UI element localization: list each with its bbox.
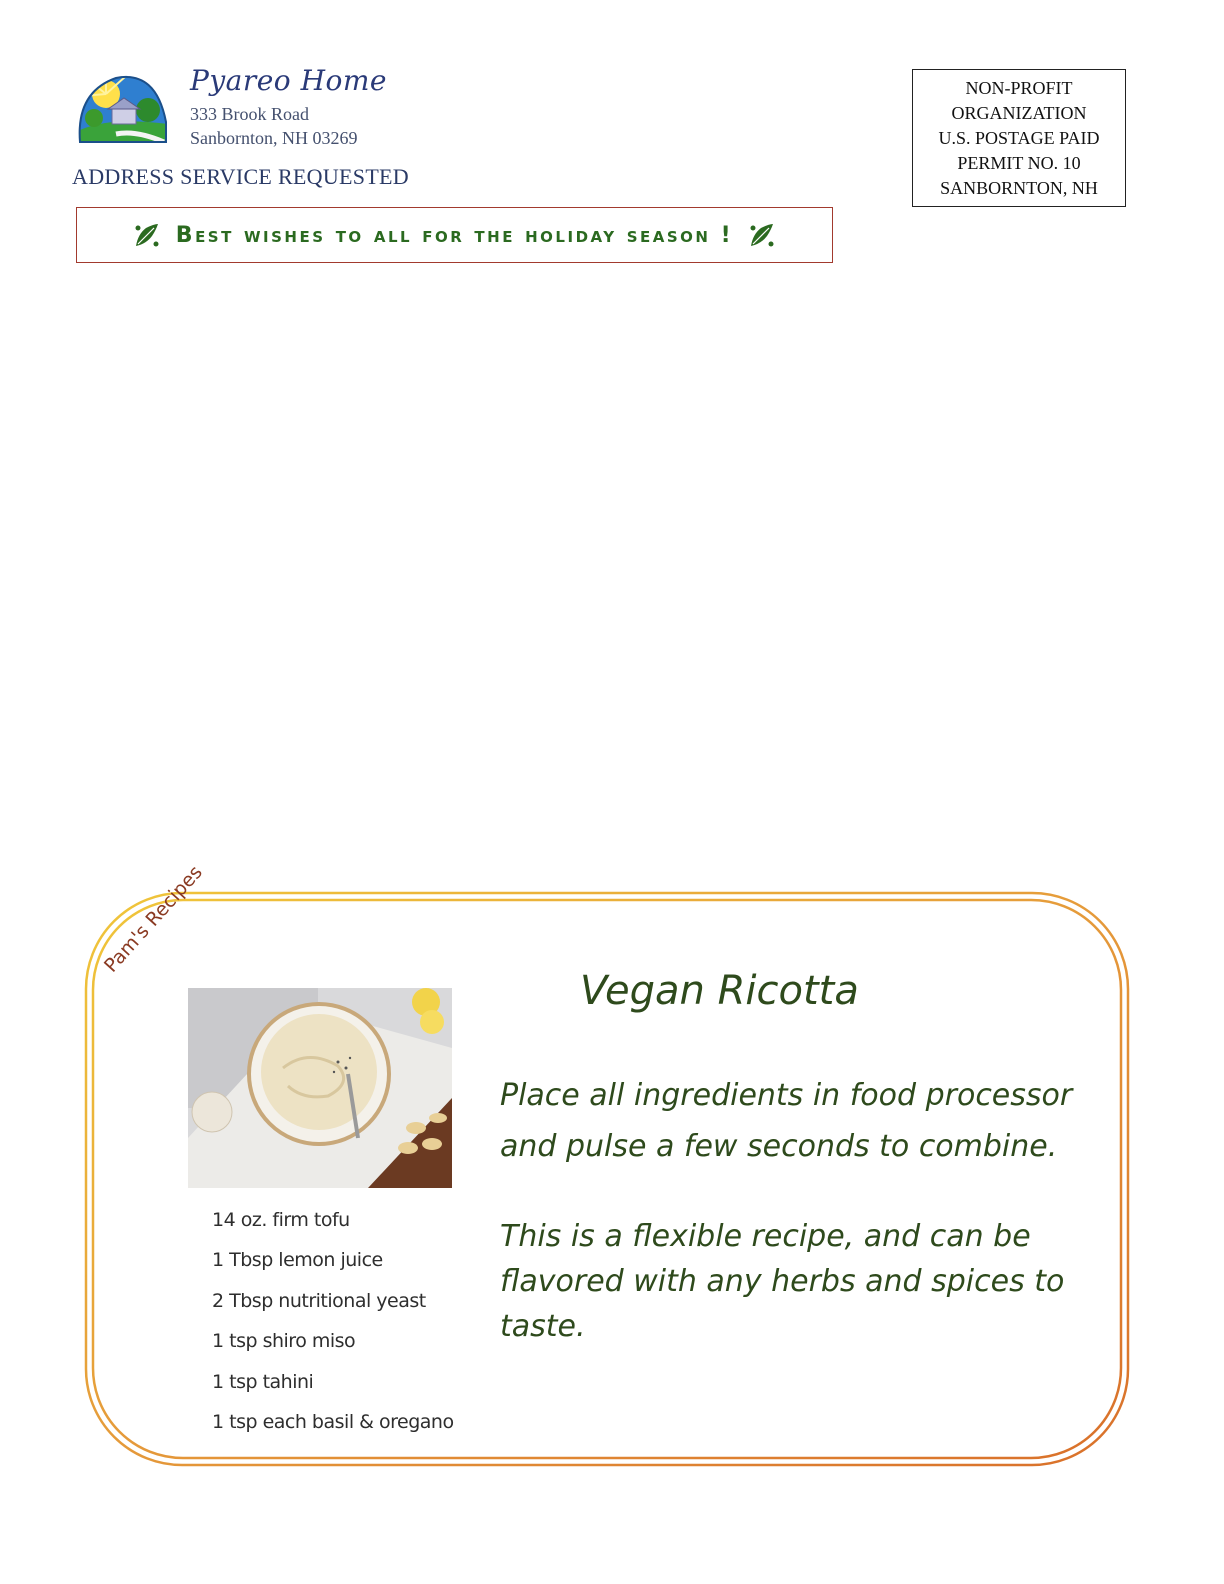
recipe-title: Vegan Ricotta — [580, 968, 859, 1014]
pyareo-home-logo — [76, 72, 168, 148]
recipe-instructions: Place all ingredients in food processor and pulse a few seconds to combine. — [500, 1078, 1073, 1164]
pams-recipes-label: Pam's Recipes — [100, 861, 207, 977]
address-service-line: ADDRESS SERVICE REQUESTED — [72, 164, 409, 189]
postage-line: SANBORNTON, NH — [940, 178, 1098, 198]
holly-leaf-icon — [747, 220, 777, 250]
holiday-banner — [76, 207, 833, 263]
postage-line: PERMIT NO. 10 — [957, 153, 1081, 173]
ingredient-item: 1 tsp shiro miso — [212, 1330, 356, 1353]
sender-name: Pyareo Home — [190, 64, 387, 97]
postage-line: NON-PROFIT — [965, 78, 1073, 98]
postage-line: U.S. POSTAGE PAID — [938, 128, 1100, 148]
ingredient-list — [212, 1204, 454, 1446]
ingredient-item: 2 Tbsp nutritional yeast — [212, 1289, 426, 1312]
ingredient-item: 14 oz. firm tofu — [212, 1209, 350, 1231]
banner-text: Best wishes to all for the holiday season ! — [175, 222, 734, 248]
ingredient-item: 1 tsp each basil & oregano — [212, 1410, 454, 1433]
postage-line: ORGANIZATION — [951, 103, 1087, 123]
sender-street: 333 Brook Road — [190, 104, 309, 124]
sender-city-state: Sanbornton, NH 03269 — [190, 128, 358, 148]
ingredient-item: 1 tsp tahini — [212, 1370, 314, 1393]
postage-indicia — [912, 69, 1126, 207]
vegan-ricotta-photo — [188, 988, 452, 1188]
holly-leaf-icon — [132, 220, 162, 250]
recipe-note: This is a flexible recipe, and can be flavored with any herbs and spices to taste. — [500, 1219, 1065, 1344]
ingredient-item: 1 Tbsp lemon juice — [212, 1249, 383, 1272]
